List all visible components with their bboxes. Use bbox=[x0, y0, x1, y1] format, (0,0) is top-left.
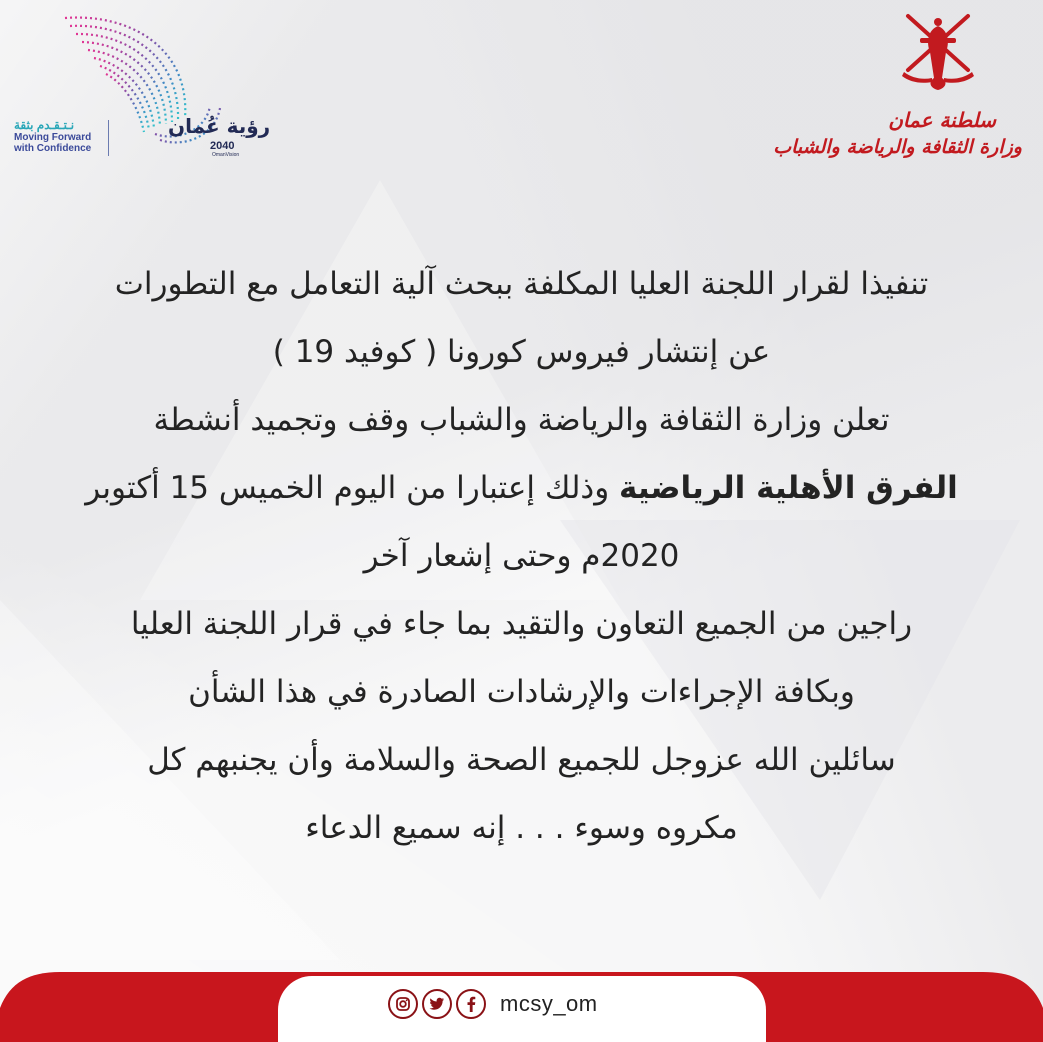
oman-vision-2040-logo bbox=[10, 8, 280, 168]
vision-title: رؤية عُمان bbox=[168, 114, 271, 138]
vision-tagline-line2: with Confidence bbox=[14, 143, 92, 154]
vision-tagline-arabic: نـتـقـدم بثقة bbox=[14, 118, 75, 132]
announcement-line: تنفيذا لقرار اللجنة العليا المكلفة ببحث آلية التعامل مع التطورات bbox=[114, 266, 929, 302]
announcement-line: تعلن وزارة الثقافة والرياضة والشباب وقف وتجميد أنشطة bbox=[153, 402, 890, 438]
announcement-line: وبكافة الإجراءات والإرشادات الصادرة في هذا الشأن bbox=[188, 674, 855, 710]
ministry-sultanate-text: سلطنة عمان bbox=[888, 108, 996, 132]
vision-divider bbox=[108, 120, 109, 156]
twitter-icon[interactable] bbox=[422, 989, 452, 1019]
announcement-line: 2020م وحتى إشعار آخر bbox=[363, 538, 680, 574]
announcement-body bbox=[30, 250, 1013, 862]
ministry-logo bbox=[773, 8, 1036, 178]
vision-sub: OmanVision bbox=[212, 152, 240, 158]
vision-tagline-line1: Moving Forward bbox=[14, 132, 92, 143]
announcement-line: مكروه وسوء . . . إنه سميع الدعاء bbox=[305, 810, 738, 846]
announcement-line-rest: وذلك إعتبارا من اليوم الخميس 15 أكتوبر bbox=[85, 470, 610, 506]
announcement-line: راجين من الجميع التعاون والتقيد بما جاء في قرار اللجنة العليا bbox=[130, 606, 913, 642]
oman-emblem-icon bbox=[898, 8, 978, 96]
social-handle[interactable]: mcsy_om bbox=[500, 991, 598, 1016]
announcement-line bbox=[30, 454, 1013, 522]
instagram-icon[interactable] bbox=[388, 989, 418, 1019]
announcement-line: سائلين الله عزوجل للجميع الصحة والسلامة وأن يجنبهم كل bbox=[147, 742, 896, 778]
announcement-highlight: الفرق الأهلية الرياضية bbox=[619, 470, 958, 506]
facebook-icon[interactable] bbox=[456, 989, 486, 1019]
vision-tagline bbox=[14, 120, 114, 154]
ministry-name-text: وزارة الثقافة والرياضة والشباب bbox=[773, 136, 1022, 158]
vision-year: 2040 bbox=[210, 140, 235, 152]
announcement-line: عن إنتشار فيروس كورونا ( كوفيد 19 ) bbox=[272, 334, 771, 370]
social-links bbox=[388, 986, 598, 1022]
